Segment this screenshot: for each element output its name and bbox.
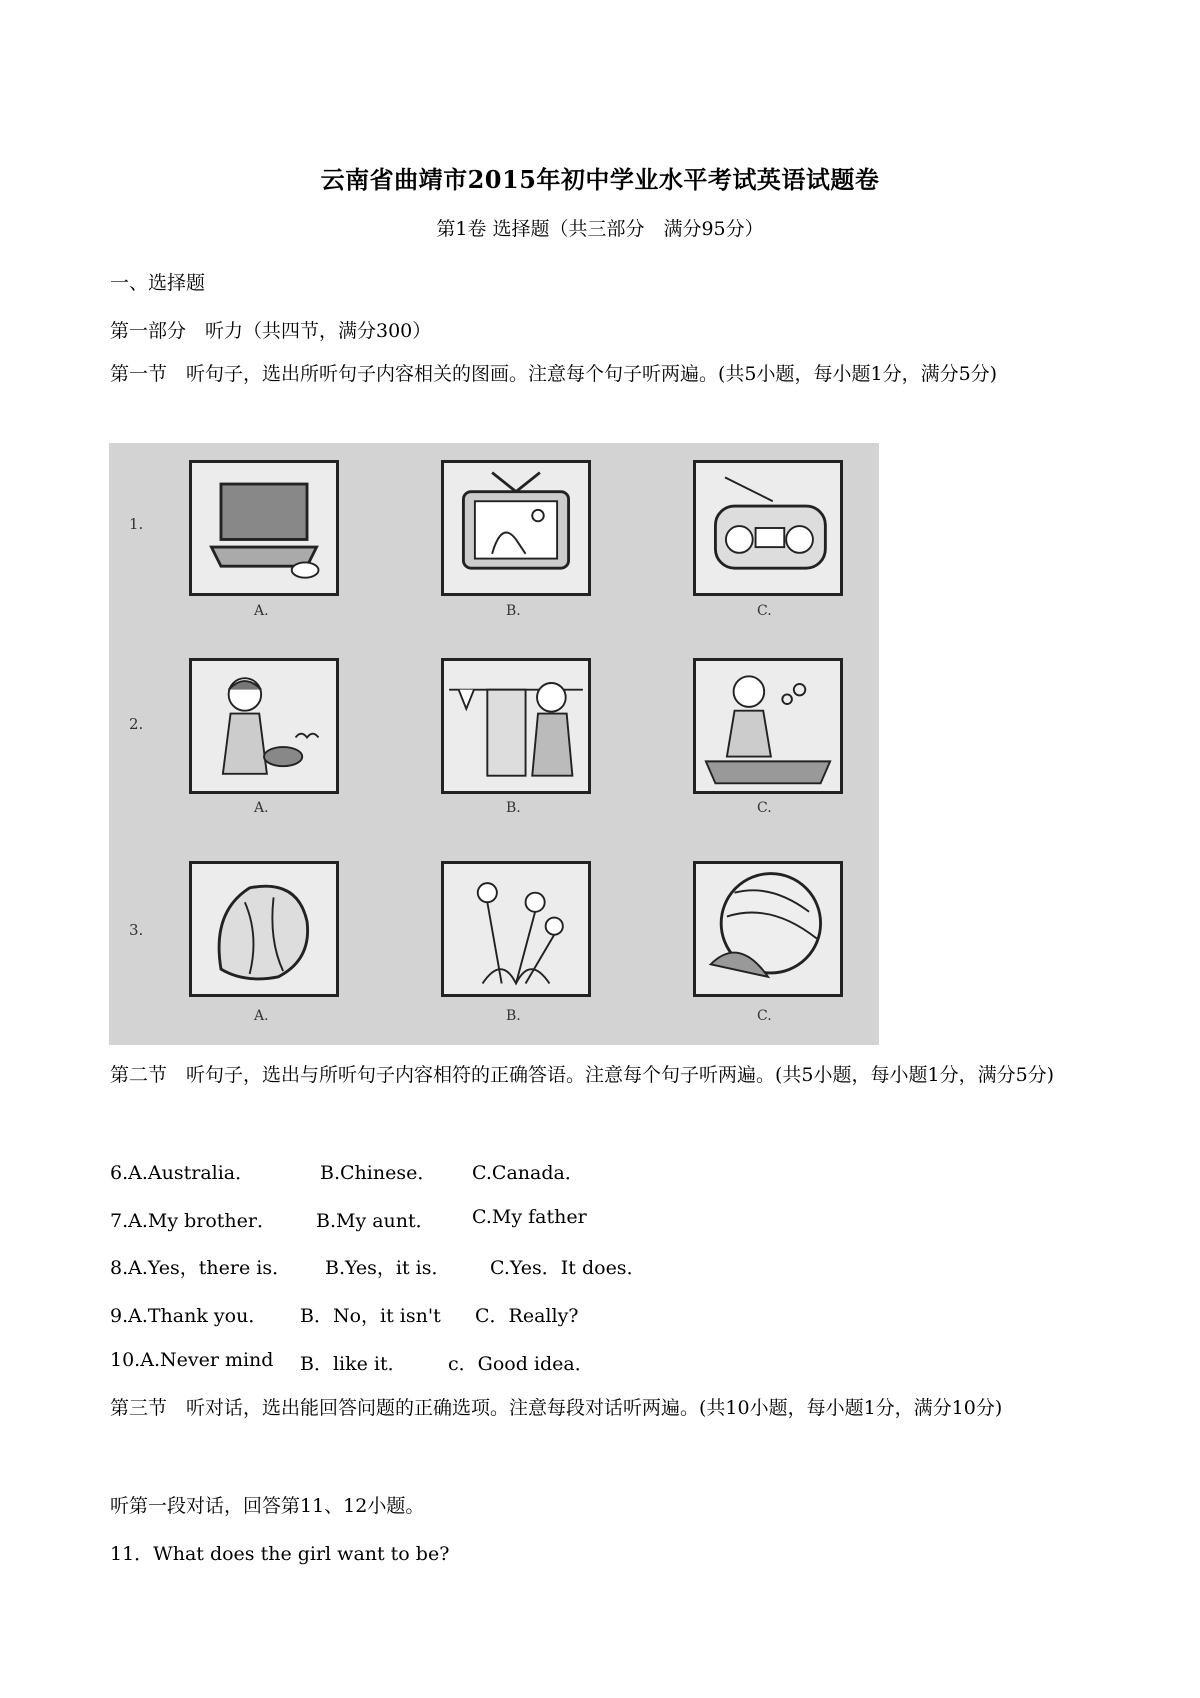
cabbage-icon <box>189 861 339 997</box>
option-label: A. <box>254 1008 269 1024</box>
question-6-option-c: C.Canada． <box>472 1162 584 1184</box>
part1-heading: 第一部分 听力（共四节，满分300） <box>110 320 432 342</box>
row-number: 2. <box>129 715 144 733</box>
question-8-option-b: B.Yes，it is． <box>325 1257 451 1279</box>
laptop-icon <box>189 460 339 596</box>
page-title: 云南省曲靖市2015年初中学业水平考试英语试题卷 <box>320 165 880 194</box>
girl-cooking-icon <box>189 658 339 794</box>
radio-cassette-icon <box>693 460 843 596</box>
row-number: 1. <box>129 515 144 533</box>
section1-instruction: 第一节 听句子，选出所听句子内容相关的图画。注意每个句子听两遍。(共5小题，每小题1分，满分5分) <box>110 363 998 385</box>
part-heading: 一、选择题 <box>110 272 206 294</box>
option-label: C. <box>757 603 772 619</box>
question-8-option-c: C.Yes．It does． <box>490 1257 646 1279</box>
listening-picture-figure <box>109 443 879 1045</box>
question-6-option-a: 6.A.Australia． <box>110 1162 255 1184</box>
question-10-option-a: 10.A.Never mind <box>110 1349 274 1371</box>
question-9-option-a: 9.A.Thank you． <box>110 1305 268 1327</box>
option-label: C. <box>757 800 772 816</box>
section3-instruction: 第三节 听对话，选出能回答问题的正确选项。注意每段对话听两遍。(共10小题，每小题1分，满分10分) <box>110 1397 1003 1419</box>
tv-baseball-icon <box>441 460 591 596</box>
question-10-option-c: c．Good idea． <box>448 1353 594 1375</box>
girl-hanging-clothes-icon <box>441 658 591 794</box>
question-11: 11．What does the girl want to be? <box>110 1543 450 1565</box>
question-9-option-c: C．Really? <box>475 1305 579 1327</box>
question-7-option-b: B.My aunt． <box>316 1210 435 1232</box>
row-number: 3. <box>129 921 144 939</box>
question-9-option-b: B．No，it isn't <box>300 1305 441 1327</box>
question-10-option-b: B．like it． <box>300 1353 407 1375</box>
watermelon-icon <box>693 861 843 997</box>
option-label: B. <box>506 800 521 816</box>
option-label: B. <box>506 603 521 619</box>
question-7-option-a: 7.A.My brother． <box>110 1210 276 1232</box>
question-7-option-c: C.My father <box>472 1206 587 1228</box>
page-subtitle: 第1卷 选择题（共三部分 满分95分） <box>436 218 764 240</box>
girl-washing-dishes-icon <box>693 658 843 794</box>
question-8-option-a: 8.A.Yes，there is． <box>110 1257 292 1279</box>
option-label: A. <box>254 800 269 816</box>
dialogue1-instruction: 听第一段对话，回答第11、12小题。 <box>110 1495 425 1517</box>
option-label: C. <box>757 1008 772 1024</box>
option-label: B. <box>506 1008 521 1024</box>
section2-instruction: 第二节 听句子，选出与所听句子内容相符的正确答语。注意每个句子听两遍。(共5小题，每小题1分，满分5分) <box>110 1064 1055 1086</box>
question-6-option-b: B.Chinese． <box>320 1162 437 1184</box>
flowers-icon <box>441 861 591 997</box>
option-label: A. <box>254 603 269 619</box>
